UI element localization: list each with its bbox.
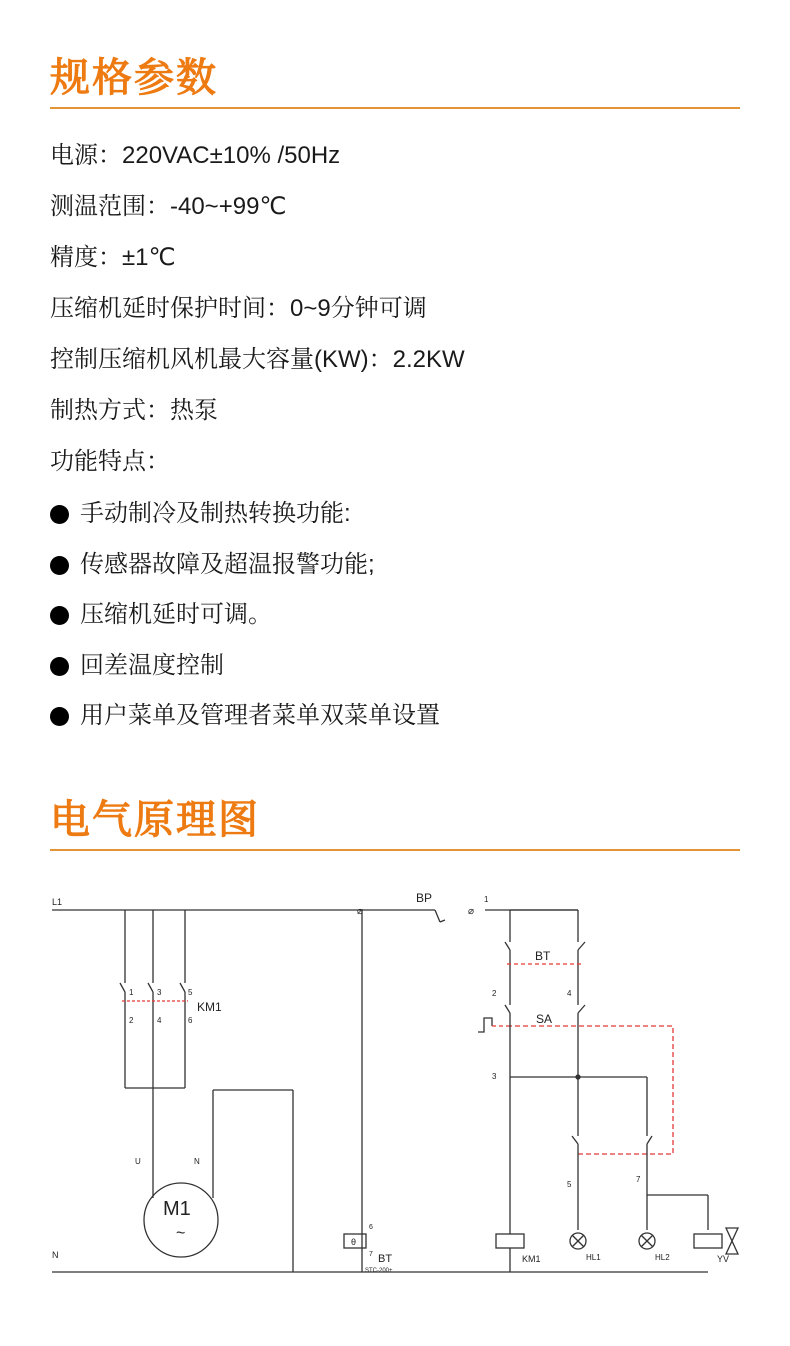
feature-item [50,499,351,529]
spec-line-delay: 压缩机延时保护时间：0~9分钟可调 [50,295,427,322]
contact-label: 6 [188,1016,193,1025]
n-label: N [52,1250,59,1260]
circuit-diagram [40,880,740,1300]
stc-controller [344,1224,393,1274]
km1-main-contacts [120,910,222,1180]
spec-line-power: 电源：220VAC±10% /50Hz [50,142,341,169]
spec-line-features-heading: 功能特点： [50,448,170,475]
motor-m1 [144,1183,218,1257]
terminal-slash-icon: ⌀ [357,906,364,917]
km1-coil [496,1234,541,1264]
feature-item [50,651,224,681]
spec-line-temp-range: 测温范围：-40~+99℃ [50,193,287,220]
spec-section-title: 规格参数 [50,56,218,100]
contact-label: 4 [157,1016,162,1025]
yv-label: YV [717,1254,730,1264]
controller-bt-label: BT [378,1253,393,1265]
bullet-dot-icon [50,707,69,726]
bullet-dot-icon [50,606,69,625]
feature-text: 压缩机延时可调。 [80,601,272,628]
feature-text: 回差温度控制 [80,652,224,679]
hl1-lamp-icon [570,1233,601,1262]
theta-icon: θ [351,1237,357,1247]
spec-line-capacity: 控制压缩机风机最大容量(KW)：2.2KW [50,346,465,373]
feature-item [50,550,375,580]
controller-terminal-7: 7 [369,1251,373,1258]
motor-terminal-u: U [135,1157,141,1166]
bullet-dot-icon [50,556,69,575]
controller-model-label: STC-200+ [365,1268,393,1274]
diagram-title-divider [50,849,740,851]
l1-label: L1 [52,897,63,907]
contact-label: 3 [157,988,162,997]
spec-line-accuracy: 精度：±1℃ [50,244,176,271]
feature-text: 手动制冷及制热转换功能: [80,500,351,527]
contact-label: 5 [188,988,193,997]
contact-label: 1 [129,988,134,997]
node-label: 7 [636,1175,641,1184]
km1-contacts-label: KM1 [197,1000,222,1014]
node-label: 2 [492,989,497,998]
node-label: 4 [567,989,572,998]
bt-top-label: BT [535,949,551,963]
sa-label: SA [536,1012,553,1026]
terminal-slash-icon: ⌀ [468,906,475,917]
feature-item [50,701,440,731]
controller-terminal-6: 6 [369,1224,373,1231]
node-label: 5 [567,1180,572,1189]
hl2-lamp-icon [639,1233,670,1262]
bp-label: BP [416,891,433,905]
sa-selector-switch [478,1005,673,1154]
feature-text: 用户菜单及管理者菜单双菜单设置 [80,702,440,729]
hl1-label: HL1 [586,1253,601,1262]
node-label: 3 [492,1072,497,1081]
bt-contacts [492,942,585,1005]
feature-text: 传感器故障及超温报警功能; [80,551,375,578]
motor-ac-symbol: ~ [176,1225,186,1242]
bp-pressure-switch [416,891,489,922]
bp-terminal-1: 1 [484,895,489,904]
spec-line-heating-mode: 制热方式：热泵 [50,397,218,424]
junction-dot [576,1075,580,1079]
diagram-section-title: 电气原理图 [50,798,260,842]
bullet-dot-icon [50,657,69,676]
spec-title-divider [50,107,740,109]
yv-solenoid-valve [694,1228,738,1264]
contact-label: 2 [129,1016,134,1025]
km1-coil-label: KM1 [522,1254,541,1264]
bullet-dot-icon [50,505,69,524]
motor-label: M1 [163,1198,191,1220]
feature-item [50,600,272,630]
motor-terminal-n: N [194,1157,200,1166]
hl2-label: HL2 [655,1253,670,1262]
